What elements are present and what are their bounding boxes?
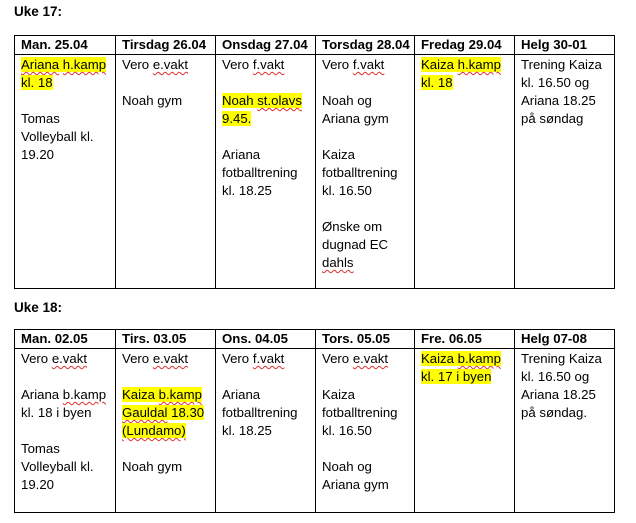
entry-text: Vero f.vakt xyxy=(222,57,285,72)
week-17-header-row xyxy=(15,36,615,55)
spelling-underline: b.kamp xyxy=(158,387,202,402)
entry-text: Ariana h.kamp kl. 18 xyxy=(21,57,107,90)
spelling-underline: e.vakt xyxy=(152,57,188,72)
day-cell[interactable] xyxy=(216,349,316,513)
day-cell[interactable] xyxy=(15,55,116,289)
day-header: Man. 25.04 xyxy=(15,36,116,55)
paragraph-gap xyxy=(322,440,408,458)
spelling-underline: f.vakt xyxy=(352,57,385,72)
spelling-underline: e.vakt xyxy=(152,351,188,366)
entry-text: Tomas Volleyball kl. 19.20 xyxy=(21,111,94,162)
paragraph-gap xyxy=(222,74,309,92)
entry-text: Vero e.vakt xyxy=(322,351,388,366)
week-17-table xyxy=(14,35,615,289)
day-cell[interactable] xyxy=(116,55,216,289)
spelling-underline: Gauldal xyxy=(122,405,168,420)
entry-text: Vero f.vakt xyxy=(222,351,285,366)
entry-text: Kaiza fotballtrening kl. 16.50 xyxy=(322,387,398,438)
day-cell[interactable] xyxy=(515,349,615,513)
day-cell[interactable] xyxy=(316,55,415,289)
day-cell[interactable] xyxy=(116,349,216,513)
spelling-underline: b.kamp xyxy=(457,351,501,366)
paragraph-gap xyxy=(122,74,209,92)
spelling-underline: dahls xyxy=(322,255,354,270)
day-header: Man. 02.05 xyxy=(15,330,116,349)
paragraph-gap xyxy=(222,368,309,386)
day-cell[interactable] xyxy=(415,55,515,289)
spelling-underline: e.vakt xyxy=(352,351,388,366)
spelling-underline: (Lundamo) xyxy=(122,423,186,438)
entry-text: Tomas Volleyball kl. 19.20 xyxy=(21,441,94,492)
day-header: Torsdag 28.04 xyxy=(316,36,415,55)
day-header: Tors. 05.05 xyxy=(316,330,415,349)
week-17-content-row xyxy=(15,55,615,289)
entry-text: Kaiza fotballtrening kl. 16.50 xyxy=(322,147,398,198)
entry-text: Vero e.vakt xyxy=(21,351,87,366)
paragraph-gap xyxy=(21,368,109,386)
entry-text: Vero f.vakt xyxy=(322,57,385,72)
week-18-title: Uke 18: xyxy=(14,300,63,315)
week-18-header-row xyxy=(15,330,615,349)
spelling-underline: h.kamp xyxy=(457,57,501,72)
day-header: Helg 30-01 xyxy=(515,36,615,55)
day-cell[interactable] xyxy=(515,55,615,289)
spelling-underline: f.vakt xyxy=(252,351,285,366)
paragraph-gap xyxy=(322,368,408,386)
spelling-underline: f.vakt xyxy=(252,57,285,72)
entry-text: Vero e.vakt xyxy=(122,57,188,72)
day-cell[interactable] xyxy=(316,349,415,513)
spelling-underline: e.vakt xyxy=(51,351,87,366)
week-17-title: Uke 17: xyxy=(14,4,63,19)
paragraph-gap xyxy=(322,128,408,146)
entry-text: Ønske om dugnad EC dahls xyxy=(322,219,389,270)
entry-text: Ariana fotballtrening kl. 18.25 xyxy=(222,147,298,198)
day-header: Tirs. 03.05 xyxy=(116,330,216,349)
paragraph-gap xyxy=(122,440,209,458)
entry-text: Kaiza b.kamp kl. 17 i byen xyxy=(421,351,501,384)
day-header: Ons. 04.05 xyxy=(216,330,316,349)
entry-text: Noah og Ariana gym xyxy=(322,459,389,492)
entry-text: Kaiza h.kamp kl. 18 xyxy=(421,57,501,90)
entry-text: Ariana fotballtrening kl. 18.25 xyxy=(222,387,298,438)
week-18-content-row xyxy=(15,349,615,513)
day-header: Fredag 29.04 xyxy=(415,36,515,55)
day-header: Tirsdag 26.04 xyxy=(116,36,216,55)
entry-text: Vero e.vakt xyxy=(122,351,188,366)
entry-text: Trening Kaiza kl. 16.50 og Ariana 18.25 på søndag. xyxy=(521,351,602,420)
entry-text: Noah og Ariana gym xyxy=(322,93,389,126)
paragraph-gap xyxy=(122,368,209,386)
paragraph-gap xyxy=(222,128,309,146)
day-cell[interactable] xyxy=(15,349,116,513)
day-header: Onsdag 27.04 xyxy=(216,36,316,55)
day-cell[interactable] xyxy=(216,55,316,289)
paragraph-gap xyxy=(322,200,408,218)
spelling-underline: h.kamp xyxy=(62,57,107,72)
day-header: Helg 07-08 xyxy=(515,330,615,349)
day-header: Fre. 06.05 xyxy=(415,330,515,349)
paragraph-gap xyxy=(21,422,109,440)
entry-text: Noah gym xyxy=(122,459,183,474)
paragraph-gap xyxy=(21,92,109,110)
entry-text: Noah st.olavs 9.45. xyxy=(222,93,302,126)
entry-text: Ariana b.kamp kl. 18 i byen xyxy=(21,387,107,420)
paragraph-gap xyxy=(322,74,408,92)
entry-text: Noah gym xyxy=(122,93,183,108)
spelling-underline: st.olavs xyxy=(257,93,302,108)
entry-text: Kaiza b.kamp Gauldal 18.30 (Lundamo) xyxy=(122,387,205,438)
spelling-underline: b.kamp xyxy=(62,387,107,402)
spelling-underline: Ariana xyxy=(21,57,60,72)
entry-text: Trening Kaiza kl. 16.50 og Ariana 18.25 på søndag xyxy=(521,57,602,126)
day-cell[interactable] xyxy=(415,349,515,513)
week-18-table xyxy=(14,329,615,513)
